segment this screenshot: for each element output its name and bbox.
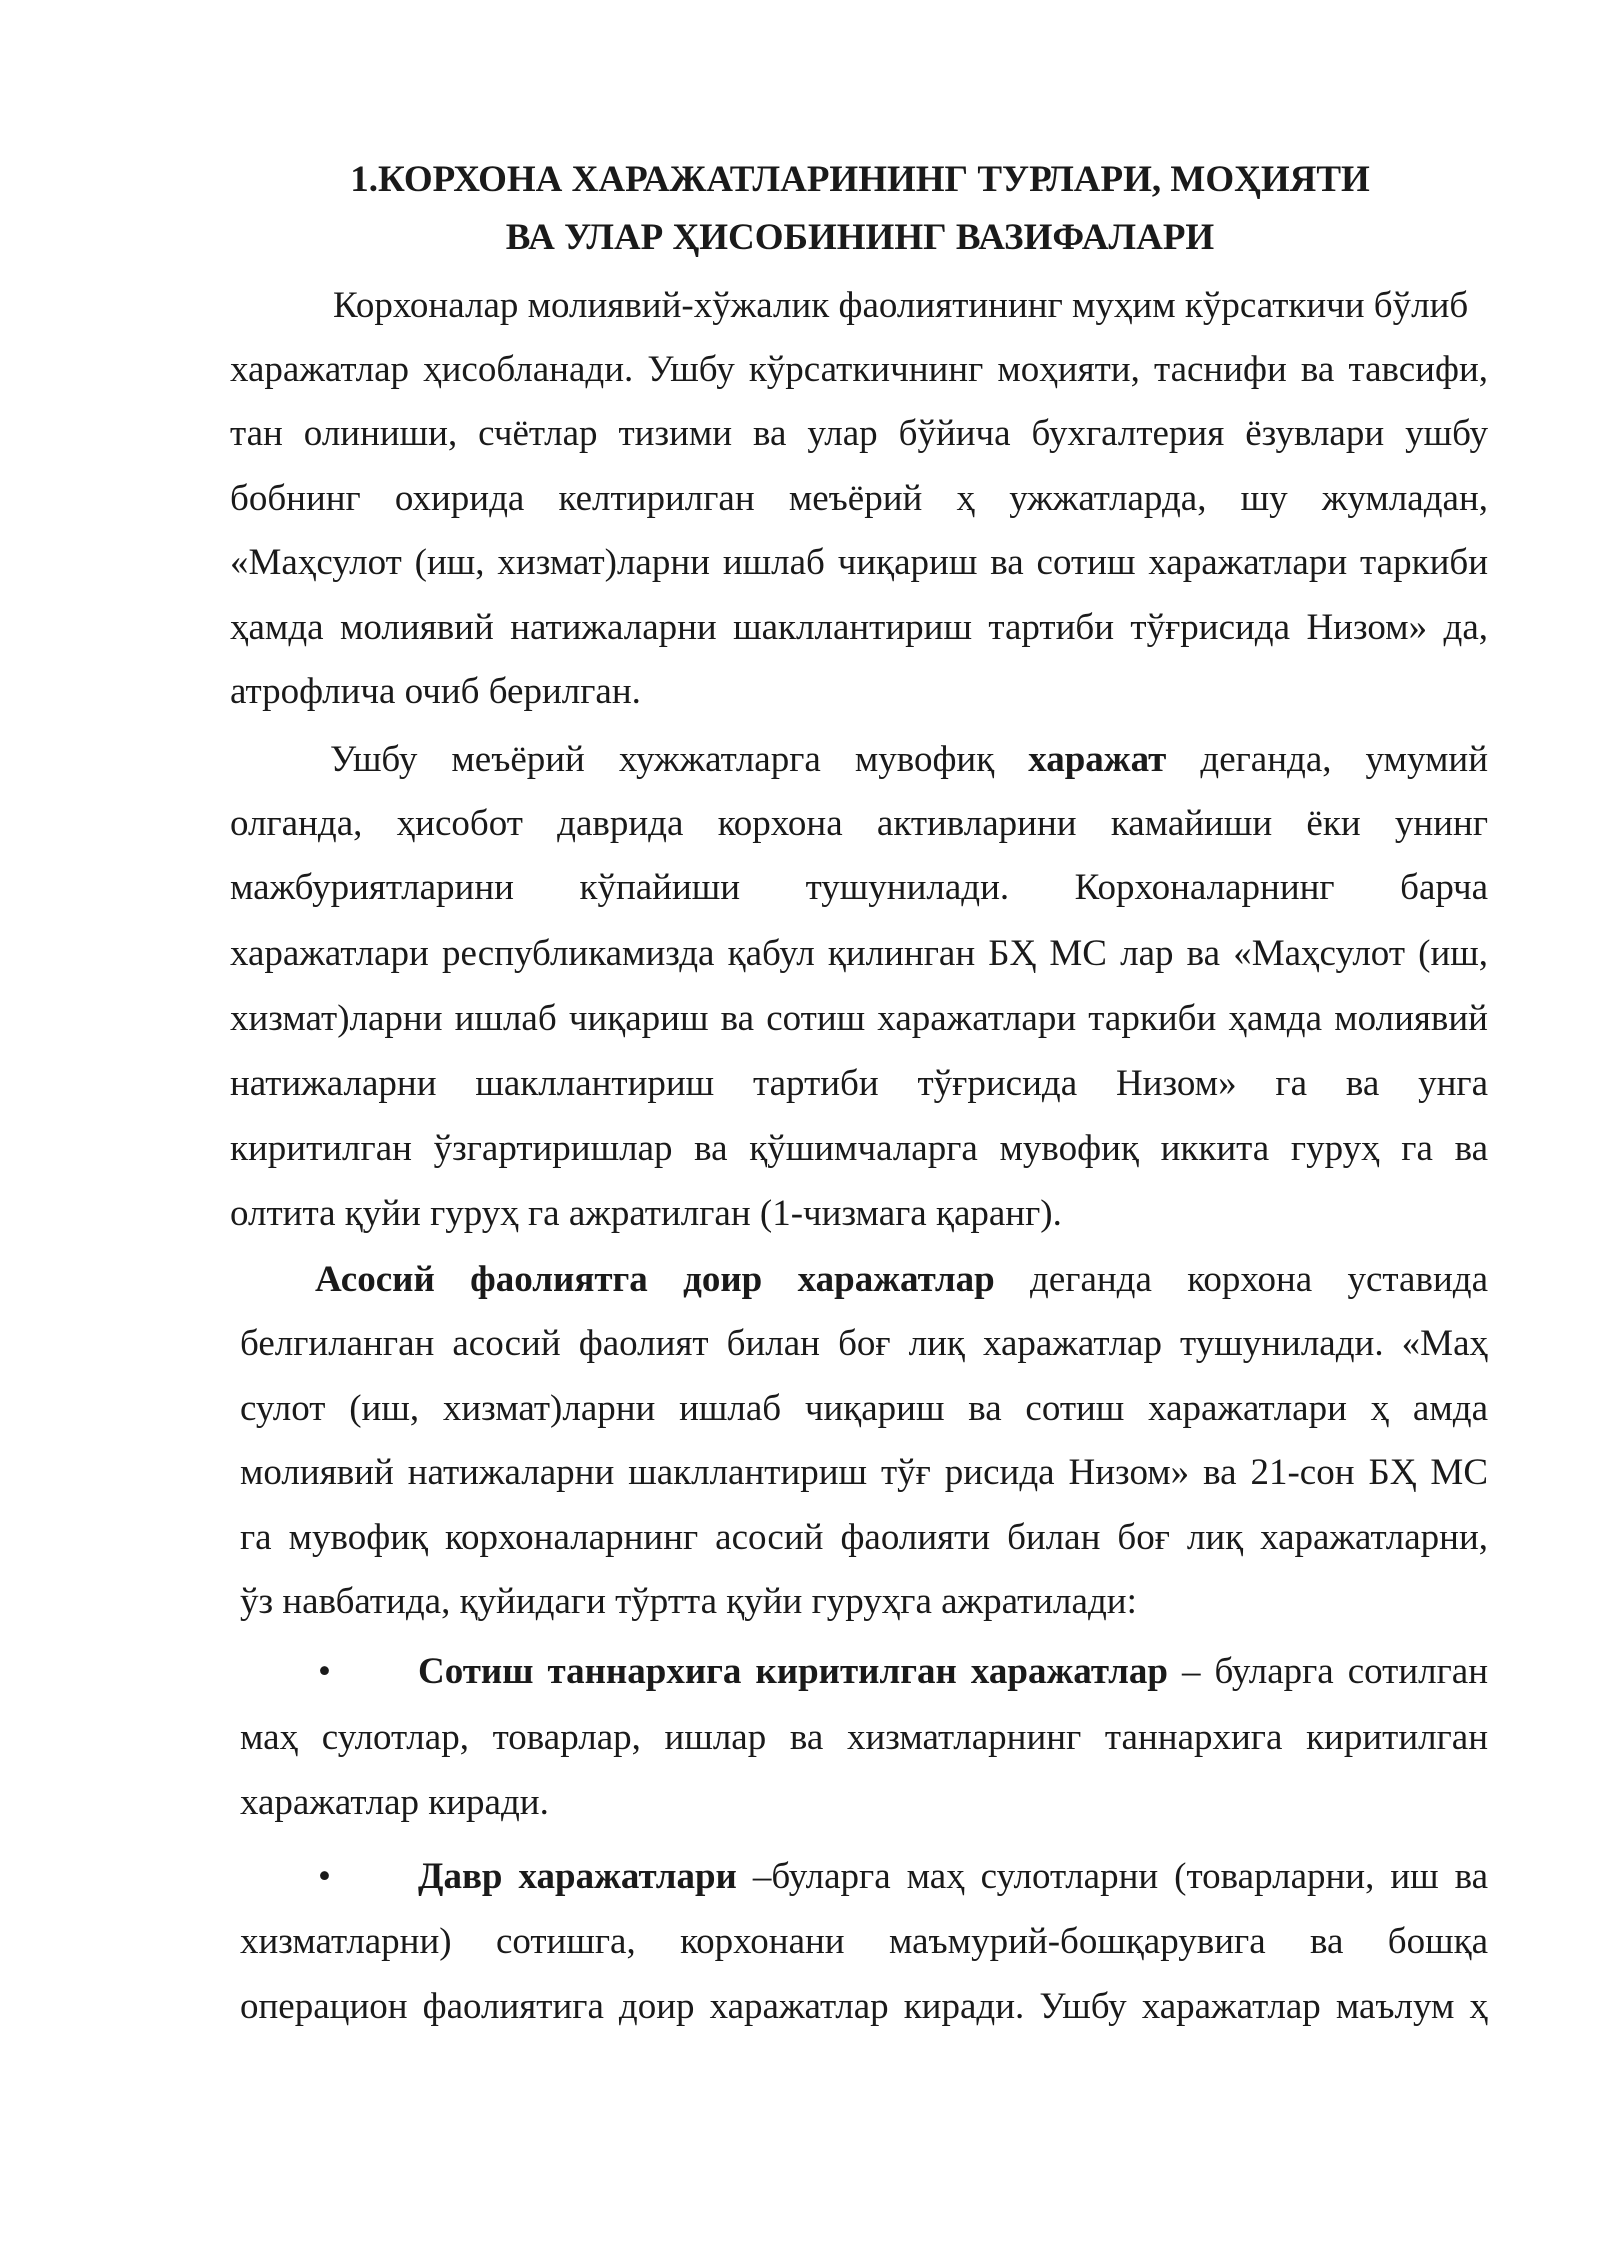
term-sales-cost: Сотиш таннархига киритилган харажатлар — [418, 1651, 1168, 1692]
term-harajat: харажат — [1028, 739, 1167, 780]
paragraph-line: га мувофиқ корхоналарнинг асосий фаолияти билан боғ лиқ харажатларни, — [240, 1517, 1488, 1558]
paragraph-line: тан олиниши, счётлар тизими ва улар бўйича бухгалтерия ёзувлари ушбу — [230, 413, 1488, 454]
paragraph-line: киритилган ўзгартиришлар ва қўшимчаларга мувофиқ иккита гуруҳ га ва — [230, 1128, 1488, 1169]
text-span: Ушбу меъёрий хужжатларга мувофиқ — [330, 739, 995, 780]
paragraph-line: мажбуриятларини кўпайиши тушунилади. Корхоналарнинг барча — [230, 867, 1488, 908]
bullet-line — [418, 1855, 1488, 1899]
bullet-line: харажатлар киради. — [240, 1782, 549, 1823]
paragraph-line — [315, 1258, 1488, 1302]
bullet-line: хизматларни) сотишга, корхонани маъмурий-бошқарувига ва бошқа — [240, 1921, 1488, 1962]
paragraph-line: олганда, ҳисобот даврида корхона активларини камайиши ёки унинг — [230, 803, 1488, 844]
paragraph-line: белгиланган асосий фаолият билан боғ лиқ харажатлар тушунилади. «Маҳ — [240, 1323, 1488, 1364]
paragraph-line: «Маҳсулот (иш, хизмат)ларни ишлаб чиқариш ва сотиш харажатлари таркиби — [230, 542, 1488, 583]
text-span: –буларга маҳ сулотларни (товарларни, иш ва — [752, 1856, 1489, 1897]
text-span: – буларга сотилган — [1181, 1651, 1489, 1692]
paragraph-line: ўз навбатида, қуйидаги тўртта қуйи гуруҳга ажратилади: — [240, 1581, 1137, 1622]
term-period-expenses: Давр харажатлари — [418, 1856, 737, 1897]
paragraph-line: натижаларни шакллантириш тартиби тўғрисида Низом» га ва унга — [230, 1063, 1488, 1104]
paragraph-line: ҳамда молиявий натижаларни шакллантириш тартиби тўғрисида Низом» да, — [230, 607, 1488, 648]
page-title: 1.КОРХОНА ХАРАЖАТЛАРИНИНГ ТУРЛАРИ, МОҲИЯТИ — [350, 159, 1370, 200]
term-main-activity: Асосий фаолиятга доир харажатлар — [315, 1259, 995, 1300]
paragraph-line: молиявий натижаларни шакллантириш тўғ рисида Низом» ва 21-сон БҲ МС — [240, 1452, 1488, 1493]
paragraph-line: харажатлар ҳисобланади. Ушбу кўрсаткичнинг моҳияти, таснифи ва тавсифи, — [230, 349, 1488, 390]
paragraph-line: Корхоналар молиявий-хўжалик фаолиятининг муҳим кўрсаткичи бўлиб — [333, 285, 1469, 326]
paragraph-line — [330, 738, 1488, 782]
bullet-icon: • — [318, 1651, 331, 1692]
bullet-line: маҳ сулотлар, товарлар, ишлар ва хизматларнинг таннархига киритилган — [240, 1717, 1488, 1758]
text-span: деганда корхона уставида — [1030, 1259, 1488, 1300]
paragraph-line: сулот (иш, хизмат)ларни ишлаб чиқариш ва сотиш харажатлари ҳ амда — [240, 1388, 1488, 1429]
bullet-line — [418, 1650, 1488, 1694]
bullet-icon: • — [318, 1856, 331, 1897]
bullet-line: операцион фаолиятига доир харажатлар киради. Ушбу харажатлар маълум ҳ — [240, 1986, 1488, 2027]
paragraph-line: олтита қуйи гуруҳ га ажратилган (1-чизмага қаранг). — [230, 1193, 1062, 1234]
text-span: деганда, умумий — [1200, 739, 1488, 780]
paragraph-line: харажатлари республикамизда қабул қилинган БҲ МС лар ва «Маҳсулот (иш, — [230, 933, 1488, 974]
paragraph-line: бобнинг охирида келтирилган меъёрий ҳ ужжатларда, шу жумладан, — [230, 478, 1488, 519]
page-title-line2: ВА УЛАР ҲИСОБИНИНГ ВАЗИФАЛАРИ — [505, 217, 1215, 258]
paragraph-line: атрофлича очиб берилган. — [230, 671, 641, 712]
paragraph-line: хизмат)ларни ишлаб чиқариш ва сотиш харажатлари таркиби ҳамда молиявий — [230, 998, 1488, 1039]
